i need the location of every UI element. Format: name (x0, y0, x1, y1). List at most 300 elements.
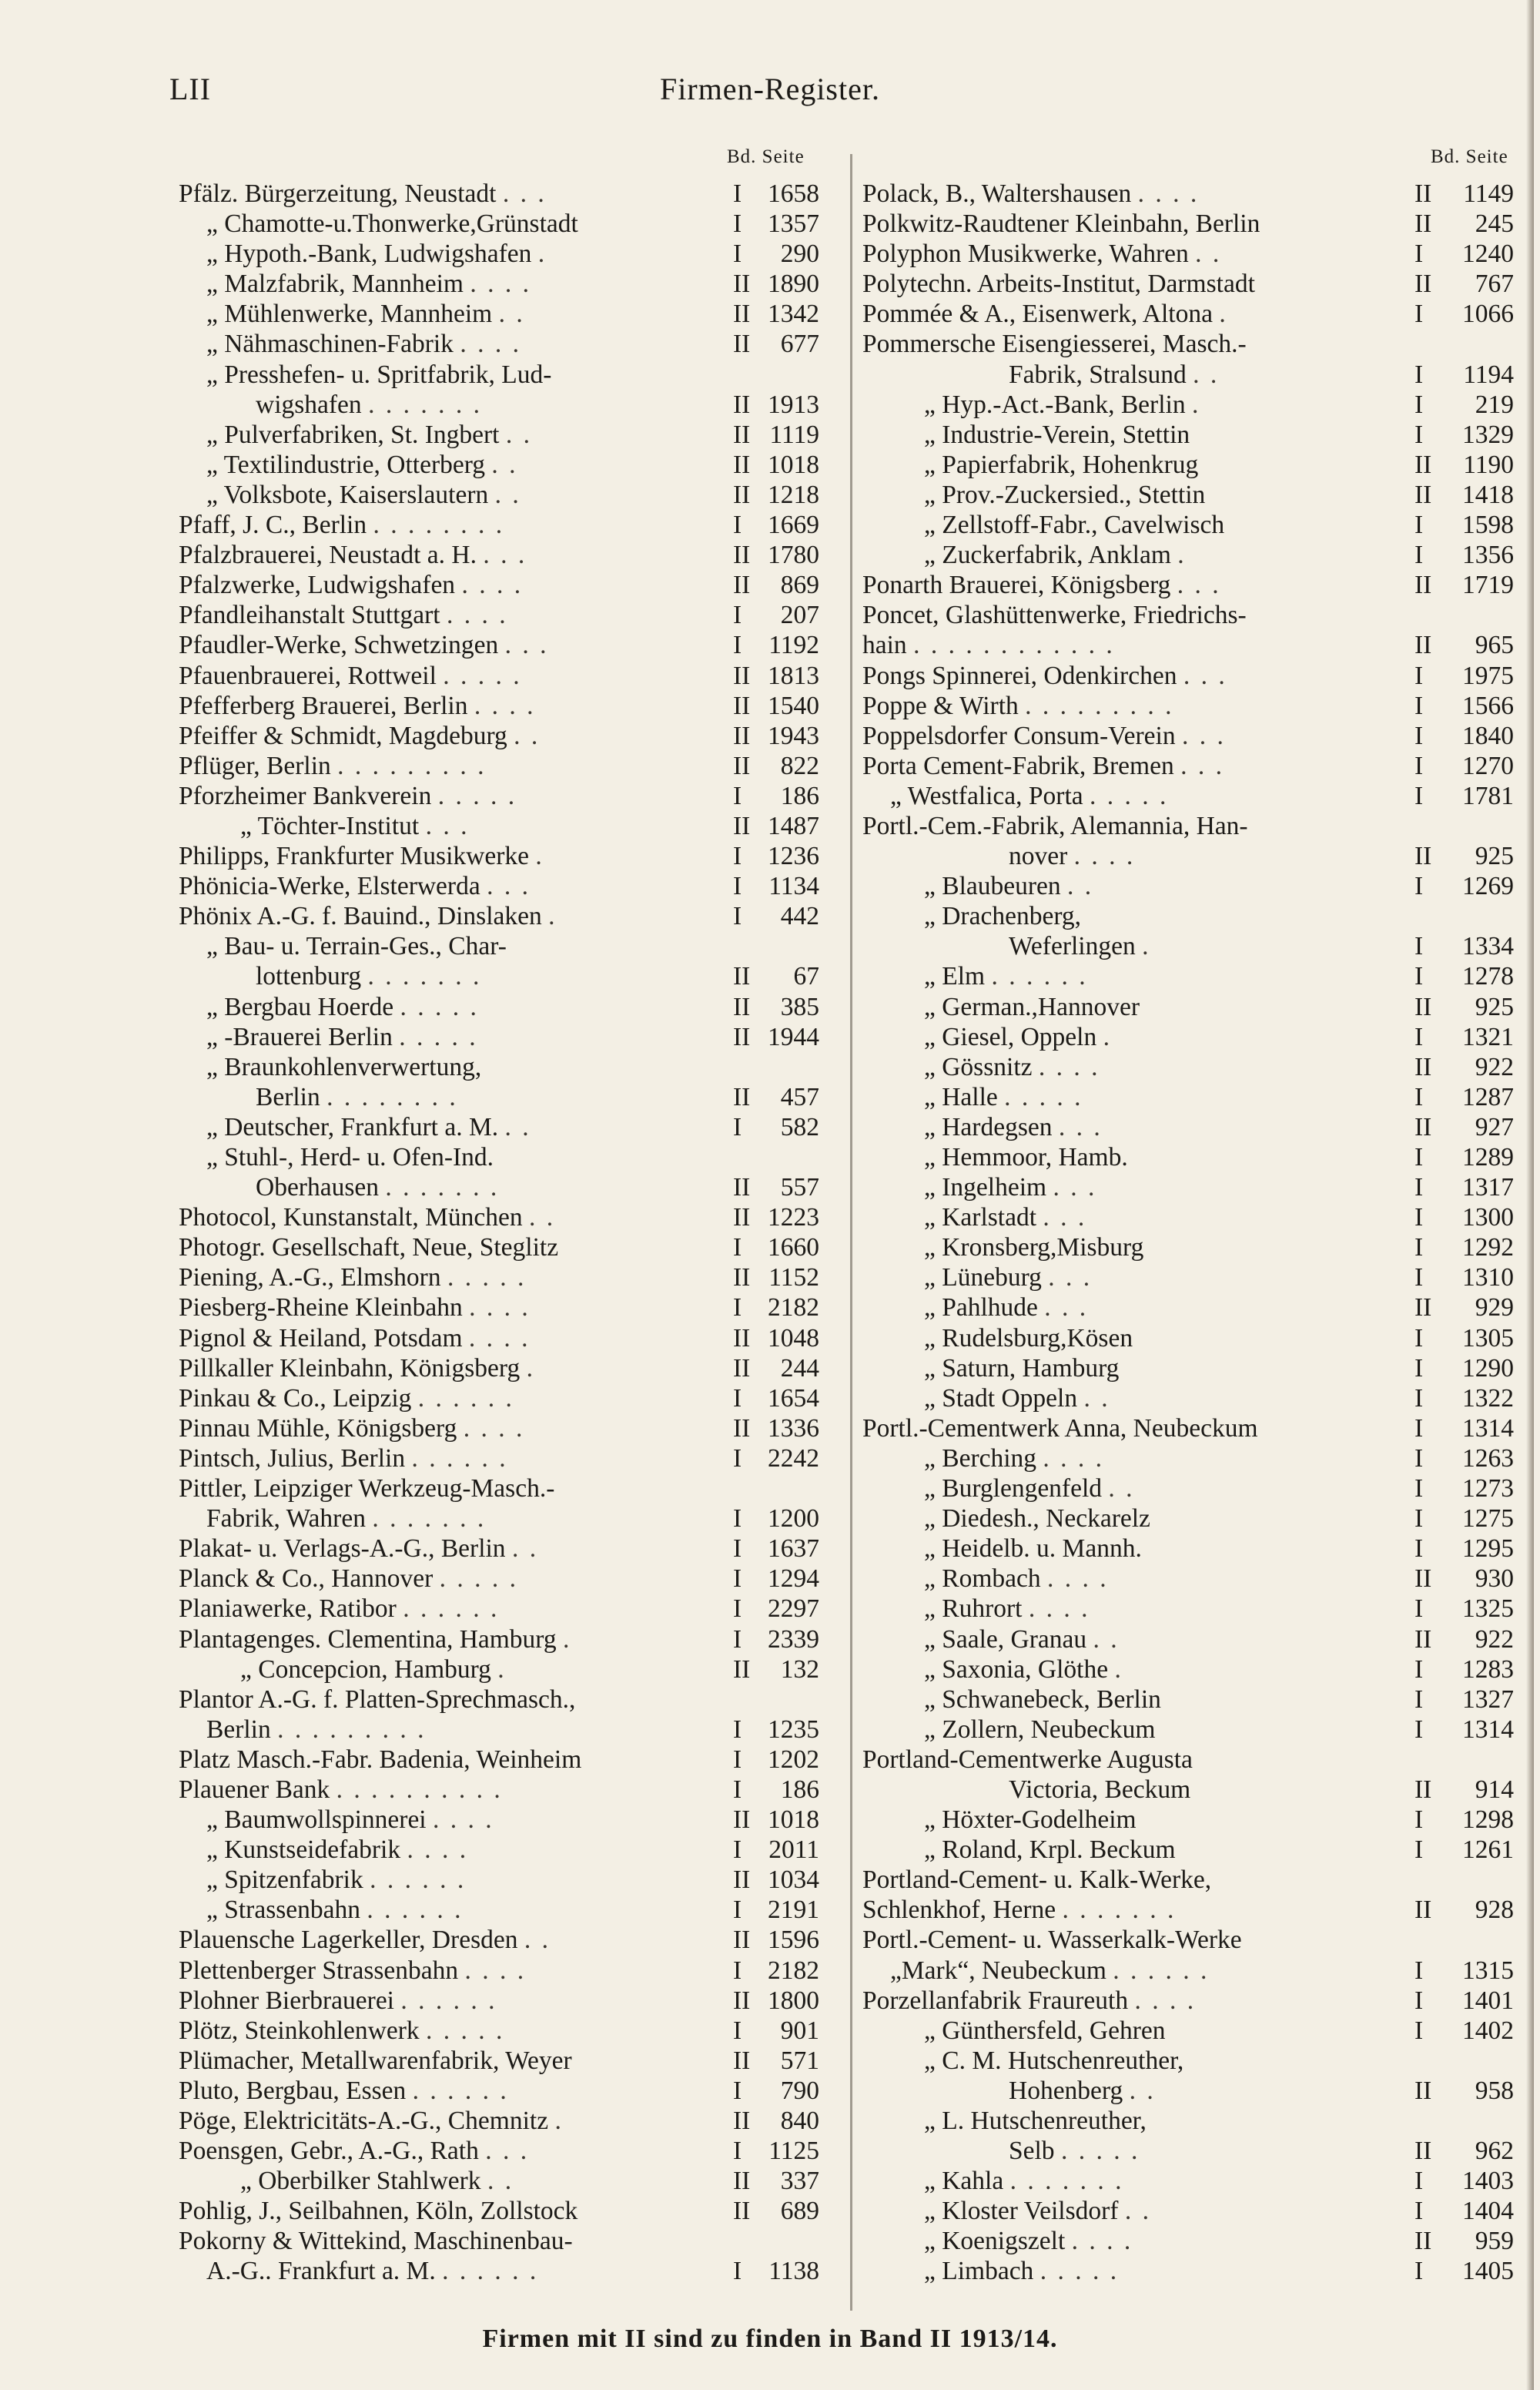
register-entry (179, 540, 825, 570)
leader-dots: . . . . . (447, 1263, 527, 1292)
register-entry (179, 1684, 825, 1715)
entry-volume: II (1414, 571, 1432, 600)
register-entry (179, 1112, 825, 1142)
entry-volume: II (733, 1022, 751, 1051)
entry-volume: I (1414, 932, 1424, 961)
entry-name: Pöge, Elektricitäts-A.-G., Chemnitz (179, 2107, 549, 2135)
register-entry (862, 1232, 1514, 1262)
entry-name: „ Höxter-Godelheim (924, 1805, 1137, 1835)
entry-name: „ Pulverfabriken, St. Ingbert (206, 420, 500, 449)
entry-name: Plauensche Lagerkeller, Dresden (179, 1926, 518, 1955)
entry-page: 1292 (1462, 1233, 1514, 1262)
register-entry (862, 1082, 1514, 1112)
register-entry (179, 691, 825, 721)
entry-volume: I (1414, 1233, 1424, 1262)
register-entry (179, 1745, 825, 1775)
entry-name: Pongs Spinnerei, Odenkirchen (862, 661, 1177, 690)
entry-name: „ Bergbau Hoerde (206, 992, 394, 1021)
register-entry (179, 871, 825, 901)
entry-label (924, 450, 1198, 480)
entry-label (179, 1262, 526, 1292)
entry-label (924, 992, 1140, 1022)
entry-page: 914 (1475, 1775, 1514, 1804)
entry-page: 1800 (768, 1986, 819, 2015)
entry-label (179, 751, 487, 781)
entry-volume: II (733, 1353, 751, 1383)
entry-volume: II (733, 992, 751, 1021)
register-entry (862, 1745, 1514, 1775)
entry-page: 925 (1475, 842, 1514, 871)
entry-page: 1275 (1462, 1504, 1514, 1534)
register-entry (862, 2256, 1514, 2286)
leader-dots: . . . . . (1004, 1082, 1083, 1111)
entry-label (924, 1564, 1109, 1594)
entry-volume: I (1414, 1594, 1424, 1624)
entry-page: 1654 (768, 1383, 819, 1413)
entry-volume: II (733, 691, 751, 720)
entry-name: Pfälz. Bürgerzeitung, Neustadt (179, 179, 497, 208)
entry-label (862, 179, 1199, 209)
leader-dots: . . (529, 1203, 556, 1232)
entry-volume: I (733, 2076, 742, 2105)
entry-volume: I (733, 2016, 742, 2045)
leader-dots: . . . . (463, 1413, 525, 1443)
entry-name: „ Roland, Krpl. Beckum (924, 1835, 1176, 1865)
entry-name: „ Deutscher, Frankfurt a. M. (206, 1112, 499, 1141)
entry-volume: II (733, 390, 751, 419)
register-entry (179, 420, 825, 450)
register-entry (179, 179, 825, 209)
entry-name: „ Concepcion, Hamburg (240, 1654, 491, 1684)
entry-volume: I (733, 1624, 742, 1654)
entry-label (924, 1684, 1161, 1715)
leader-dots: . . . . . . (411, 1443, 508, 1473)
register-entry (862, 1775, 1514, 1805)
leader-dots: . . (1195, 240, 1222, 269)
entry-page: 385 (780, 992, 819, 1021)
entry-name: Fabrik, Stralsund (1009, 360, 1187, 389)
entry-name: „ -Brauerei Berlin (206, 1022, 393, 1051)
entry-name: Piesberg-Rheine Kleinbahn (179, 1293, 463, 1322)
entry-volume: II (1414, 1052, 1432, 1081)
entry-label (862, 691, 1174, 721)
entry-name: „ Presshefen- u. Spritfabrik, Lud- (206, 360, 552, 389)
entry-page: 1218 (768, 480, 819, 509)
entry-page: 571 (780, 2046, 819, 2075)
entry-label (256, 1082, 458, 1112)
entry-name: Plantor A.-G. f. Platten-Sprechmasch., (179, 1684, 576, 1714)
entry-label (206, 1503, 486, 1534)
register-entry (862, 992, 1514, 1022)
register-entry (179, 1323, 825, 1353)
entry-label (924, 2256, 1119, 2286)
entry-name: „ Saxonia, Glöthe (924, 1654, 1109, 1684)
entry-page: 1890 (768, 270, 819, 299)
entry-label (179, 1443, 508, 1473)
entry-volume: I (733, 1896, 742, 1925)
register-entry (862, 360, 1514, 390)
register-entry (179, 1624, 825, 1654)
page-edge-shadow (1526, 0, 1534, 2390)
entry-volume: I (1414, 240, 1424, 269)
entry-volume: I (1414, 872, 1424, 901)
register-entry (179, 360, 825, 390)
register-entry (862, 630, 1514, 660)
entry-label (206, 1715, 426, 1745)
leader-dots: . . . . . . . (1062, 1896, 1177, 1925)
entry-volume: II (733, 420, 751, 449)
entry-page: 1401 (1462, 1986, 1514, 2015)
entry-page: 1295 (1462, 1534, 1514, 1564)
register-entry (179, 1383, 825, 1413)
leader-dots: . . . . . . . (367, 962, 482, 991)
entry-page: 1300 (1462, 1203, 1514, 1232)
register-entry (862, 1112, 1514, 1142)
entry-name: Plakat- u. Verlags-A.-G., Berlin (179, 1534, 506, 1564)
entry-label (862, 721, 1226, 751)
entry-page: 1310 (1462, 1263, 1514, 1292)
entry-page: 922 (1475, 1052, 1514, 1081)
leader-dots: . . (504, 1112, 531, 1141)
entry-name: Photocol, Kunstanstalt, München (179, 1203, 523, 1232)
register-entry (862, 841, 1514, 871)
entry-label (179, 841, 544, 871)
register-entry (862, 239, 1514, 269)
entry-label (862, 1986, 1196, 2016)
entry-name: Portl.-Cementwerk Anna, Neubeckum (862, 1413, 1258, 1443)
leader-dots: . . . . (433, 1805, 494, 1835)
entry-page: 1223 (768, 1203, 819, 1232)
leader-dots: . . . . (468, 1323, 531, 1353)
entry-label (1009, 1775, 1190, 1805)
register-entry (862, 2076, 1514, 2106)
leader-dots: . . . . (1047, 1564, 1109, 1594)
entry-page: 1235 (768, 1715, 819, 1744)
entry-label (1009, 2136, 1140, 2166)
entry-label (924, 1473, 1135, 1503)
entry-label (862, 600, 1247, 630)
register-entry (179, 2166, 825, 2196)
entry-volume: II (733, 571, 751, 600)
entry-label (924, 1443, 1104, 1473)
entry-label (924, 1715, 1155, 1745)
leader-dots: . . (1124, 2197, 1151, 2226)
entry-label (179, 1413, 524, 1443)
entry-name: „ Karlstadt (924, 1203, 1037, 1232)
leader-dots: . . . . . (1060, 2137, 1140, 2166)
entry-name: Phönicia-Werke, Elsterwerda (179, 872, 480, 901)
register-entry (862, 1624, 1514, 1654)
entry-name: „ Nähmaschinen-Fabrik (206, 330, 454, 359)
entry-page: 922 (1475, 1624, 1514, 1654)
entry-label (924, 1353, 1119, 1383)
entry-label (179, 781, 517, 811)
entry-name: „ Drachenberg, (924, 902, 1081, 931)
leader-dots: . . . . (461, 571, 524, 600)
entry-name: Pommersche Eisengiesserei, Masch.- (862, 330, 1247, 359)
entry-name: Pinkau & Co., Leipzig (179, 1383, 412, 1413)
entry-volume: II (733, 2046, 751, 2075)
entry-label (862, 570, 1221, 600)
entry-label (179, 1775, 503, 1805)
register-entry (179, 2196, 825, 2226)
leader-dots: . . . . . . . (1009, 2167, 1124, 2196)
entry-volume: I (1414, 751, 1424, 780)
page-title: Firmen-Register. (660, 72, 880, 106)
entry-page: 207 (780, 601, 819, 630)
entry-label (924, 1142, 1128, 1172)
entry-name: Planck & Co., Hannover (179, 1564, 434, 1594)
register-entry (179, 480, 825, 510)
leader-dots: . . . . . . (442, 2257, 539, 2286)
entry-name: Porzellanfabrik Fraureuth (862, 1986, 1129, 2015)
entry-volume: II (733, 270, 751, 299)
entry-page: 1314 (1462, 1715, 1514, 1744)
entry-label (179, 600, 508, 630)
entry-label (179, 1594, 499, 1624)
entry-label (924, 1112, 1103, 1142)
entry-name: Pfeiffer & Schmidt, Magdeburg (179, 721, 507, 750)
entry-name: „ Baumwollspinnerei (206, 1805, 427, 1835)
leader-dots: . . . . . (443, 661, 522, 690)
entry-page: 1273 (1462, 1474, 1514, 1503)
entry-label (1009, 841, 1135, 871)
register-entry (179, 1292, 825, 1322)
register-entry (862, 721, 1514, 751)
entry-name: Pfefferberg Brauerei, Berlin (179, 691, 468, 720)
entry-volume: I (1414, 1534, 1424, 1564)
leader-dots: . . . . . . . . (373, 511, 505, 540)
entry-name: „ Ruhrort (924, 1594, 1023, 1624)
register-entry (862, 931, 1514, 961)
entry-name: „ Papierfabrik, Hohenkrug (924, 450, 1199, 479)
entry-page: 1315 (1462, 1956, 1514, 1985)
leader-dots: . . . . (1134, 1986, 1197, 2015)
register-entry (862, 661, 1514, 691)
leader-dots: . . . . . . . . . (277, 1715, 427, 1744)
entry-name: „ Stadt Oppeln (924, 1383, 1078, 1413)
entry-volume: I (1414, 661, 1424, 690)
leader-dots: . . . . . (437, 781, 517, 810)
entry-label (924, 1022, 1112, 1052)
entry-page: 1322 (1462, 1383, 1514, 1413)
entry-name: Pfaudler-Werke, Schwetzingen (179, 631, 499, 660)
register-entry (862, 1353, 1514, 1383)
entry-volume: II (1414, 1112, 1432, 1141)
entry-page: 2182 (768, 1956, 819, 1985)
entry-page: 1314 (1462, 1413, 1514, 1443)
entry-label (179, 1353, 535, 1383)
entry-page: 186 (780, 781, 819, 810)
entry-page: 1298 (1462, 1805, 1514, 1835)
entry-label (179, 1292, 531, 1322)
entry-page: 1325 (1462, 1594, 1514, 1624)
entry-page: 67 (793, 962, 819, 991)
register-entry (179, 390, 825, 420)
register-entry (862, 2136, 1514, 2166)
leader-dots: . (554, 2107, 564, 2135)
entry-label (924, 1594, 1090, 1624)
entry-label (206, 2256, 538, 2286)
register-entry (179, 1413, 825, 1443)
leader-dots: . . . . (460, 330, 521, 359)
register-entry (862, 600, 1514, 630)
entry-volume: II (1414, 2227, 1432, 2256)
entry-volume: II (1414, 1896, 1432, 1925)
register-entry (179, 1594, 825, 1624)
leader-dots: . . . . (464, 1956, 527, 1985)
entry-name: Pittler, Leipziger Werkzeug-Masch.- (179, 1474, 555, 1503)
entry-name: „ Westfalica, Porta (890, 781, 1083, 810)
entry-page: 1403 (1462, 2167, 1514, 2196)
entry-label (179, 630, 548, 660)
entry-name: Plohner Bierbrauerei (179, 1986, 394, 2015)
register-entry (862, 1202, 1514, 1232)
entry-page: 1669 (768, 511, 819, 540)
entry-volume: II (733, 1203, 751, 1232)
entry-name: Weferlingen (1009, 932, 1136, 961)
entry-page: 927 (1475, 1112, 1514, 1141)
entry-name: „ Spitzenfabrik (206, 1865, 363, 1895)
entry-name: „ Berching (924, 1443, 1037, 1473)
entry-volume: I (1414, 1143, 1424, 1172)
entry-label (924, 1383, 1110, 1413)
entry-label (179, 1956, 526, 1986)
entry-page: 1334 (1462, 932, 1514, 961)
entry-name: „ Prov.-Zuckersied., Stettin (924, 480, 1206, 509)
register-entry (862, 1473, 1514, 1503)
entry-name: wigshafen (256, 390, 362, 419)
entry-page: 790 (780, 2076, 819, 2105)
entry-volume: II (733, 450, 751, 479)
leader-dots: . . . (1053, 1173, 1097, 1202)
entry-name: „ Kunstseidefabrik (206, 1835, 401, 1865)
entry-name: „ Volksbote, Kaiserslautern (206, 480, 489, 509)
register-entry (179, 269, 825, 299)
entry-label (924, 1262, 1092, 1292)
register-entry (862, 1262, 1514, 1292)
entry-page: 1194 (1463, 360, 1514, 389)
entry-volume: I (1414, 1956, 1424, 1985)
leader-dots: . . (1093, 1624, 1120, 1654)
entry-page: 2191 (768, 1896, 819, 1925)
entry-label (862, 1745, 1193, 1775)
entry-page: 1138 (768, 2257, 819, 2286)
entry-label (179, 570, 523, 600)
entry-label (179, 1232, 558, 1262)
leader-dots: . . (524, 1926, 551, 1955)
entry-label (179, 721, 540, 751)
register-entry (862, 390, 1514, 420)
entry-label (179, 1624, 571, 1654)
entry-name: Pfaff, J. C., Berlin (179, 511, 367, 540)
register-entry (862, 1925, 1514, 1955)
entry-name: „ Hardegsen (924, 1112, 1053, 1141)
entry-page: 1269 (1462, 872, 1514, 901)
entry-page: 1658 (768, 179, 819, 208)
entry-name: Portl.-Cement- u. Wasserkalk-Werke (862, 1926, 1242, 1955)
entry-volume: I (1414, 1654, 1424, 1684)
entry-label (924, 510, 1224, 540)
entry-volume: II (733, 962, 751, 991)
register-entry (179, 1503, 825, 1534)
entry-label (924, 2106, 1147, 2136)
entry-name: Hohenberg (1009, 2076, 1123, 2105)
register-entry (179, 961, 825, 991)
entry-label (862, 751, 1224, 781)
entry-volume: I (1414, 1805, 1424, 1835)
entry-page: 1263 (1462, 1443, 1514, 1473)
entry-volume: I (1414, 1022, 1424, 1051)
entry-label (924, 2196, 1151, 2226)
entry-volume: I (1414, 1474, 1424, 1503)
entry-page: 1190 (1463, 450, 1514, 479)
entry-name: „ Zollern, Neubeckum (924, 1715, 1156, 1744)
entry-page: 930 (1475, 1564, 1514, 1594)
register-entry (179, 1082, 825, 1112)
entry-page: 1125 (768, 2137, 819, 2166)
entry-volume: I (1414, 1986, 1424, 2015)
entry-volume: I (1414, 1413, 1424, 1443)
entry-name: Victoria, Beckum (1009, 1775, 1191, 1804)
entry-name: Platz Masch.-Fabr. Badenia, Weinheim (179, 1745, 582, 1774)
register-entry (179, 1865, 825, 1895)
register-entry (179, 630, 825, 660)
entry-name: Ponarth Brauerei, Königsberg (862, 571, 1171, 600)
entry-volume: I (733, 1775, 742, 1804)
entry-name: Pommée & A., Eisenwerk, Altona (862, 300, 1213, 329)
entry-page: 1356 (1462, 541, 1514, 570)
entry-name: Selb (1009, 2137, 1055, 2166)
entry-label (179, 1534, 538, 1564)
entry-volume: I (733, 1293, 742, 1322)
entry-name: Plümacher, Metallwarenfabrik, Weyer (179, 2046, 572, 2075)
entry-name: „ Saale, Granau (924, 1624, 1087, 1654)
entry-volume: II (1414, 1775, 1432, 1804)
entry-volume: I (733, 1594, 742, 1624)
register-entry (862, 1956, 1514, 1986)
entry-name: Pfauenbrauerei, Rottweil (179, 661, 437, 690)
entry-volume: II (733, 1805, 751, 1835)
leader-dots: . (537, 240, 547, 269)
leader-dots: . . . . (1038, 1052, 1100, 1081)
entry-page: 1287 (1462, 1082, 1514, 1111)
entry-volume: II (733, 1173, 751, 1202)
entry-label (206, 480, 521, 510)
register-entry (862, 269, 1514, 299)
register-entry (179, 1775, 825, 1805)
entry-label (924, 1654, 1123, 1684)
entry-name: „ Diedesh., Neckarelz (924, 1504, 1150, 1534)
entry-label (924, 1835, 1176, 1865)
entry-volume: I (733, 842, 742, 871)
entry-label (862, 630, 1115, 660)
entry-name: „ Elm (924, 962, 986, 991)
entry-volume: I (733, 872, 742, 901)
leader-dots: . . (505, 420, 532, 449)
register-entry (862, 1022, 1514, 1052)
entry-volume: II (1414, 179, 1432, 208)
leader-dots: . . . . . . (991, 962, 1088, 991)
entry-page: 1357 (768, 210, 819, 239)
leader-dots: . . . . (407, 1835, 469, 1865)
register-entry (179, 1052, 825, 1082)
leader-dots: . . . (485, 2137, 530, 2166)
entry-label (862, 1865, 1211, 1895)
register-entry (179, 2076, 825, 2106)
entry-name: Piening, A.-G., Elmshorn (179, 1263, 441, 1292)
entry-volume: II (1414, 1564, 1432, 1594)
